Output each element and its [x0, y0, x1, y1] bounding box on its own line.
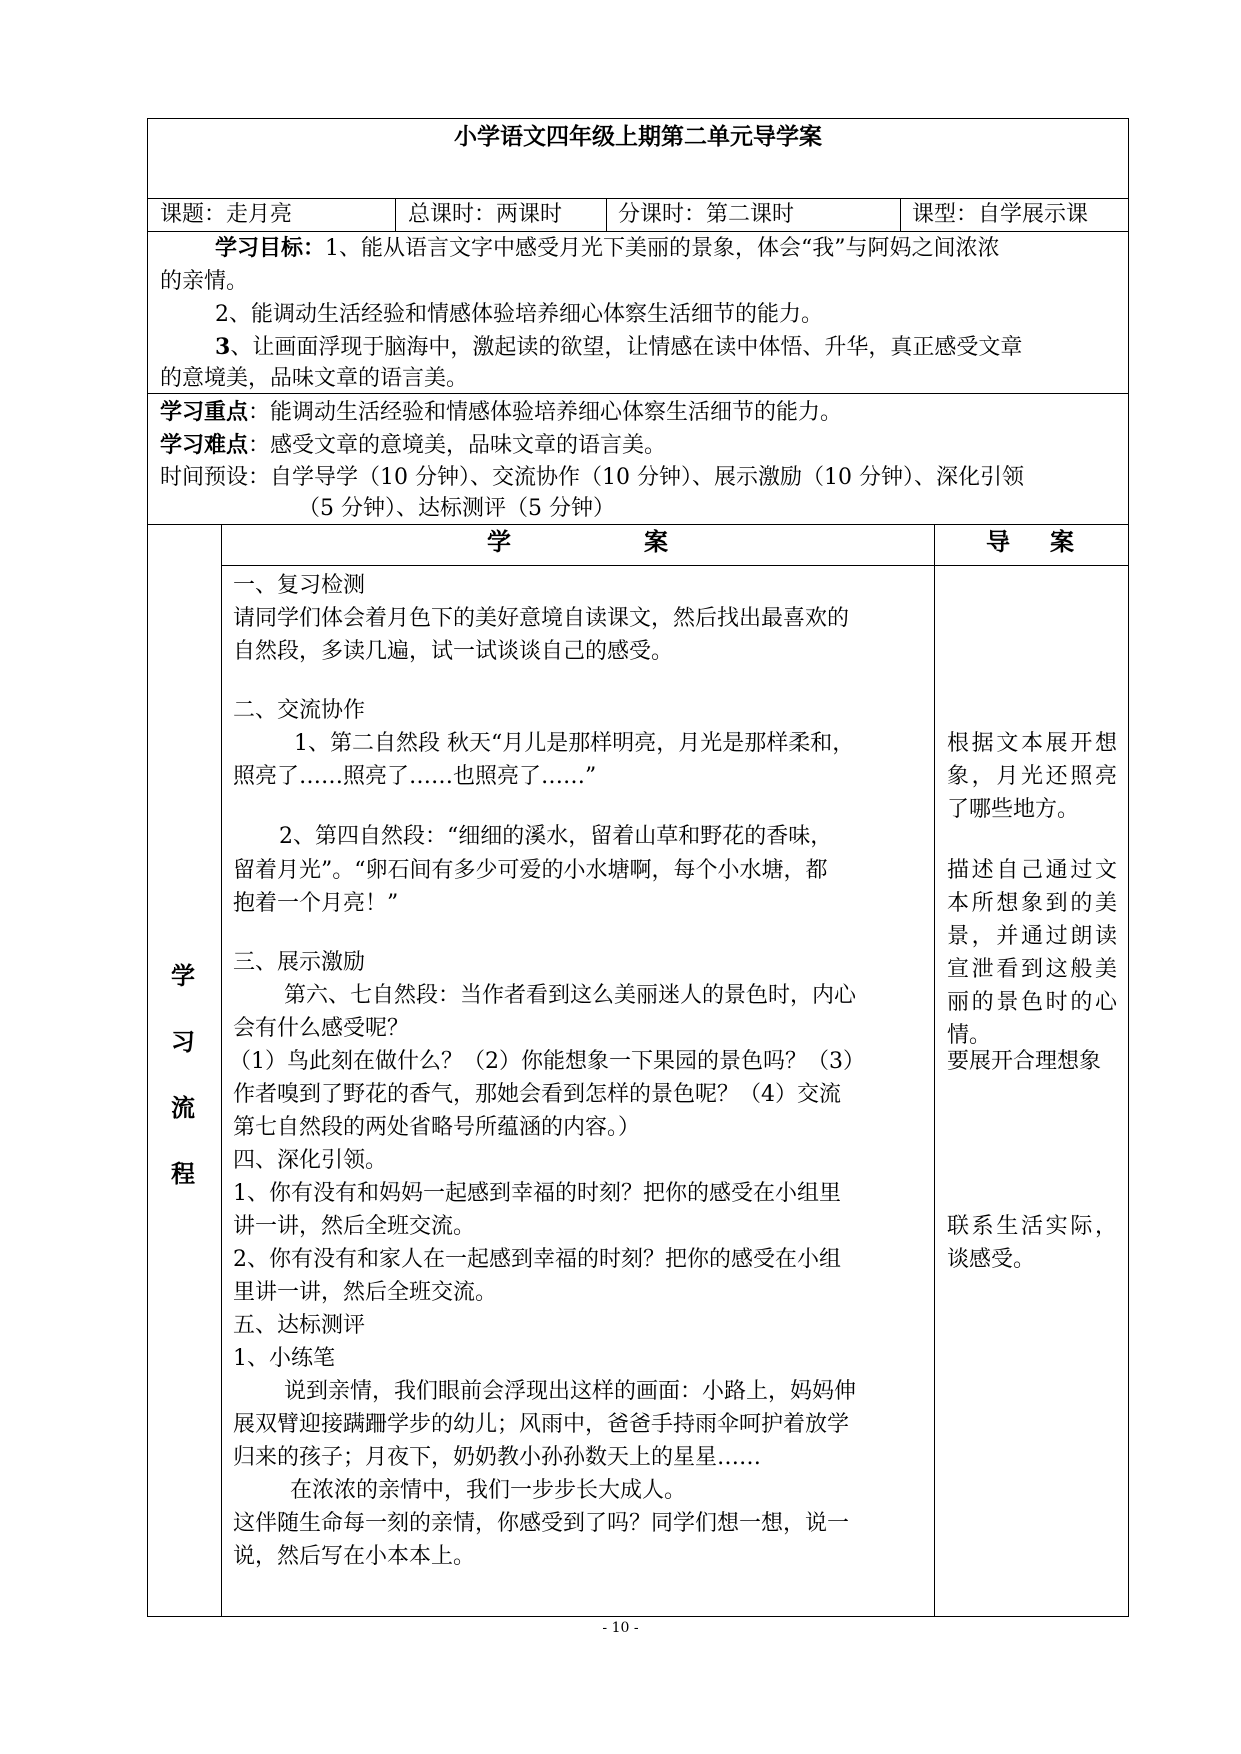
side-label-char: 习	[171, 1027, 195, 1056]
page-number: - 10 -	[602, 1620, 639, 1636]
time-plan-line-1: 时间预设：自学导学（10 分钟）、交流协作（10 分钟）、展示激励（10 分钟）、深化引领	[160, 465, 1024, 490]
objective-2: 2、能调动生活经验和情感体验培养细心体察生活细节的能力。	[215, 302, 823, 327]
study-line: 抱着一个月亮！”	[233, 891, 399, 916]
study-line: 展双臂迎接蹒跚学步的幼儿；风雨中，爸爸手持雨伞呵护着放学	[233, 1412, 850, 1437]
study-line: 讲一讲，然后全班交流。	[233, 1214, 476, 1239]
lesson-type: 课型：自学展示课	[912, 202, 1089, 227]
study-line: 四、深化引领。	[233, 1148, 388, 1173]
study-line: 二、交流协作	[233, 698, 366, 723]
study-line: 1、你有没有和妈妈一起感到幸福的时刻？把你的感受在小组里	[233, 1181, 841, 1206]
study-line: 照亮了……照亮了……也照亮了……”	[233, 764, 597, 789]
study-line: 1、小练笔	[233, 1346, 335, 1371]
guide-column-header-char: 导	[986, 527, 1010, 556]
row-divider	[147, 524, 1129, 525]
lesson-topic: 课题：走月亮	[160, 202, 293, 227]
study-column-header-char: 案	[644, 527, 668, 556]
row-divider	[221, 565, 1129, 566]
study-line: 三、展示激励	[233, 950, 366, 975]
study-line: 1、第二自然段 秋天“月儿是那样明亮，月光是那样柔和，	[294, 731, 855, 756]
difficulty-text: ：感受文章的意境美，品味文章的语言美。	[248, 433, 667, 458]
column-divider	[934, 524, 935, 1617]
side-label-char: 流	[171, 1093, 195, 1122]
session-hours: 分课时：第二课时	[618, 202, 795, 227]
study-line: 第七自然段的两处省略号所蕴涵的内容。）	[233, 1115, 641, 1140]
objectives-label: 学习目标：	[215, 235, 326, 261]
key-point-label: 学习重点	[160, 399, 249, 425]
guide-note: 联系生活实际，谈感受。	[947, 1214, 1117, 1272]
study-line: 第六、七自然段：当作者看到这么美丽迷人的景色时，内心	[284, 983, 857, 1008]
difficulty-label: 学习难点	[160, 432, 249, 458]
side-label-char: 学	[171, 961, 195, 990]
objective-line-3-cont: 的意境美，品味文章的语言美。	[160, 366, 469, 391]
study-line: 作者嗅到了野花的香气，那她会看到怎样的景色呢？（4）交流	[233, 1082, 841, 1107]
study-line: 自然段，多读几遍，试一试谈谈自己的感受。	[233, 639, 674, 664]
study-line: 说到亲情，我们眼前会浮现出这样的画面：小路上，妈妈伸	[284, 1379, 857, 1404]
objective-3-number: 3	[215, 334, 231, 360]
guide-note: 根据文本展开想象，月光还照亮了哪些地方。	[947, 731, 1117, 822]
objective-3: 、让画面浮现于脑海中，激起读的欲望，让情感在读中体悟、升华，真正感受文章	[230, 335, 1023, 360]
side-label-char: 程	[171, 1159, 195, 1188]
study-line: 会有什么感受呢？	[233, 1016, 410, 1041]
time-plan-line-2: （5 分钟）、达标测评（5 分钟）	[298, 496, 615, 521]
study-line: 2、第四自然段：“细细的溪水，留着山草和野花的香味，	[279, 824, 833, 849]
guide-column-header-char: 案	[1050, 527, 1074, 556]
column-divider	[606, 198, 607, 231]
column-divider	[395, 198, 396, 231]
study-line: 在浓浓的亲情中，我们一步步长大成人。	[290, 1478, 687, 1503]
study-line: 留着月光”。“卵石间有多少可爱的小水塘啊，每个小水塘，都	[233, 858, 828, 883]
study-line: 说，然后写在小本本上。	[233, 1544, 476, 1569]
column-divider	[900, 198, 901, 231]
study-line: （1）鸟此刻在做什么？（2）你能想象一下果园的景色吗？（3）	[229, 1049, 865, 1074]
column-divider	[221, 524, 222, 1617]
study-line: 一、复习检测	[233, 573, 366, 598]
objective-line-1-cont: 的亲情。	[160, 269, 249, 294]
objective-line-3	[215, 331, 1022, 364]
objective-line-1	[215, 232, 1000, 265]
objective-1: 1、能从语言文字中感受月光下美丽的景象，体会“我”与阿妈之间浓浓	[325, 236, 1000, 261]
study-line: 里讲一讲，然后全班交流。	[233, 1280, 498, 1305]
total-hours: 总课时：两课时	[408, 202, 563, 227]
key-point-text: ：能调动生活经验和情感体验培养细心体察生活细节的能力。	[248, 400, 843, 425]
study-line: 这伴随生命每一刻的亲情，你感受到了吗？同学们想一想，说一	[233, 1511, 850, 1536]
study-column-header-char: 学	[487, 527, 511, 556]
guide-note: 要展开合理想象	[947, 1049, 1102, 1074]
study-line: 请同学们体会着月色下的美好意境自读课文，然后找出最喜欢的	[233, 606, 850, 631]
study-line: 归来的孩子；月夜下，奶奶教小孙孙数天上的星星……	[233, 1445, 762, 1470]
study-line: 2、你有没有和家人在一起感到幸福的时刻？把你的感受在小组	[233, 1247, 841, 1272]
difficulty	[160, 429, 666, 462]
study-line: 五、达标测评	[233, 1313, 366, 1338]
document-title: 小学语文四年级上期第二单元导学案	[454, 123, 822, 150]
guide-note: 描述自己通过文本所想象到的美景，并通过朗读宣泄看到这般美丽的景色时的心情。	[947, 858, 1117, 1048]
key-point	[160, 396, 842, 429]
